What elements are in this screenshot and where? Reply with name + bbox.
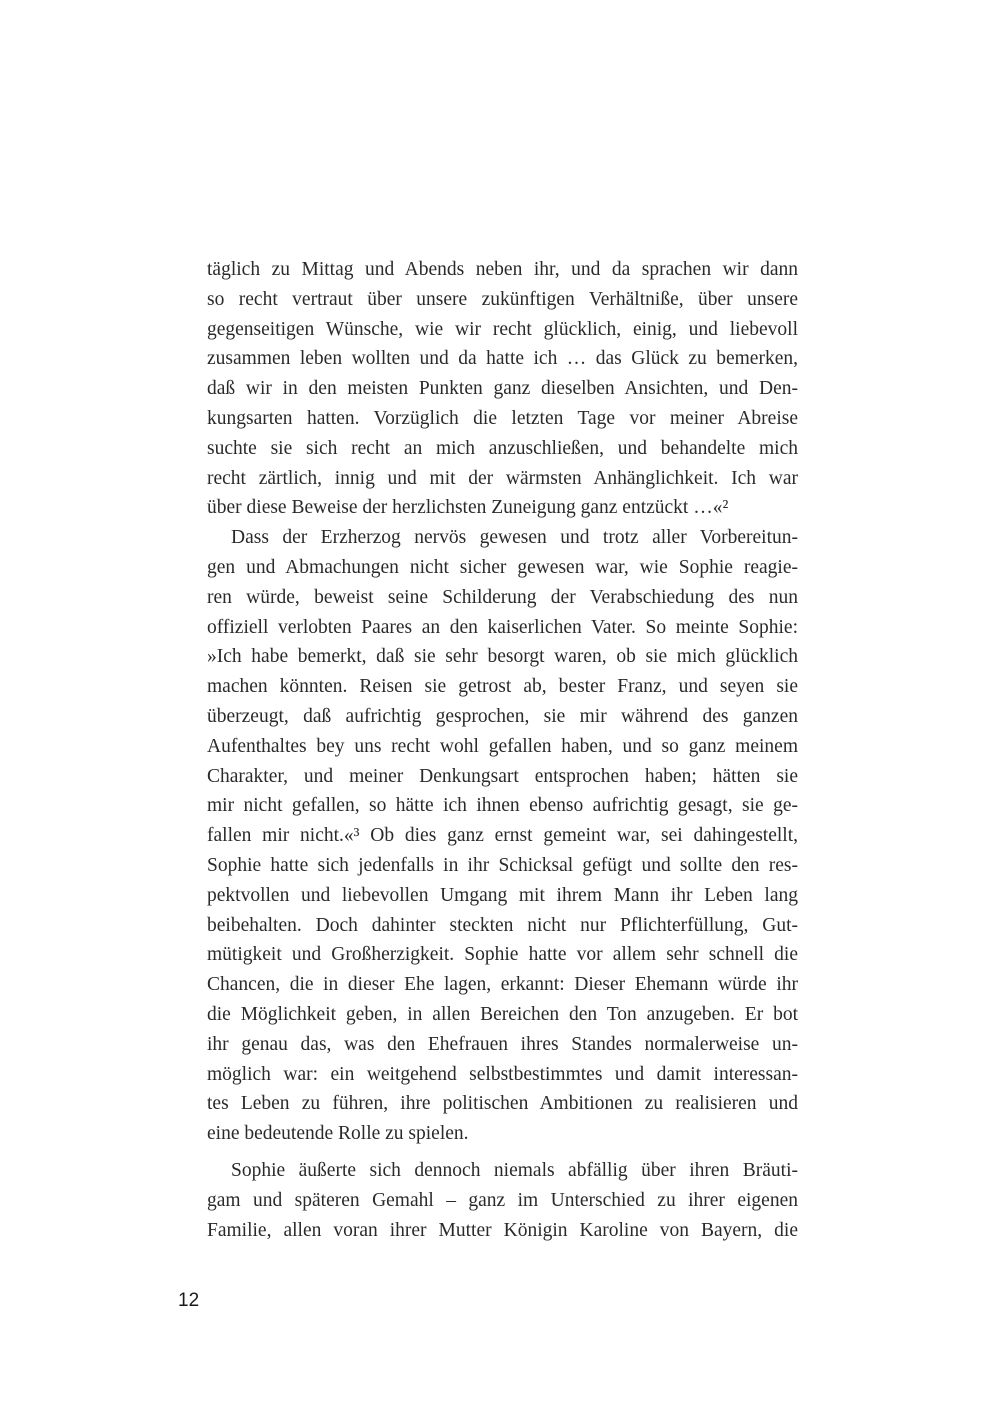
paragraph xyxy=(207,1156,798,1245)
text-line: Sophie hatte sich jedenfalls in ihr Schicksal gefügt und sollte den res- xyxy=(207,854,798,876)
text-line: Charakter, und meiner Denkungsart entsprochen haben; hätten sie xyxy=(207,765,798,787)
text-line: fallen mir nicht.«³ Ob dies ganz ernst gemeint war, sei dahingestellt, xyxy=(207,825,798,847)
text-line: mütigkeit und Großherzigkeit. Sophie hatte vor allem sehr schnell die xyxy=(207,944,798,966)
text-line: gam und späteren Gemahl – ganz im Unterschied zu ihrer eigenen xyxy=(207,1189,798,1211)
body-text xyxy=(207,255,798,1245)
text-line: gen und Abmachungen nicht sicher gewesen war, wie Sophie reagie- xyxy=(207,556,798,578)
text-line: suchte sie sich recht an mich anzuschließen, und behandelte mich xyxy=(207,437,798,459)
text-line: tes Leben zu führen, ihre politischen Ambitionen zu realisieren und xyxy=(207,1093,798,1115)
text-line: eine bedeutende Rolle zu spielen. xyxy=(207,1123,469,1145)
text-line: mir nicht gefallen, so hätte ich ihnen ebenso aufrichtig gesagt, sie ge- xyxy=(207,795,798,817)
text-line: Familie, allen voran ihrer Mutter Königin Karoline von Bayern, die xyxy=(207,1219,798,1241)
text-line: pektvollen und liebevollen Umgang mit ihrem Mann ihr Leben lang xyxy=(207,884,798,906)
text-line: ihr genau das, was den Ehefrauen ihres Standes normalerweise un- xyxy=(207,1033,798,1055)
text-line: die Möglichkeit geben, in allen Bereichen den Ton anzugeben. Er bot xyxy=(207,1003,798,1025)
text-line: Aufenthaltes bey uns recht wohl gefallen haben, und so ganz meinem xyxy=(207,735,798,757)
text-line: über diese Beweise der herzlichsten Zuneigung ganz entzückt …«² xyxy=(207,497,729,519)
text-line: beibehalten. Doch dahinter steckten nicht nur Pflichterfüllung, Gut- xyxy=(207,914,798,936)
text-line: so recht vertraut über unsere zukünftigen Verhältniße, über unsere xyxy=(207,288,798,310)
text-line: machen könnten. Reisen sie getrost ab, bester Franz, und seyen sie xyxy=(207,676,798,698)
text-line: Sophie äußerte sich dennoch niemals abfällig über ihren Bräuti- xyxy=(231,1159,798,1181)
text-line: täglich zu Mittag und Abends neben ihr, und da sprachen wir dann xyxy=(207,259,798,280)
paragraph xyxy=(207,255,798,523)
text-line: möglich war: ein weitgehend selbstbestimmtes und damit interessan- xyxy=(207,1063,798,1085)
text-line: Chancen, die in dieser Ehe lagen, erkannt: Dieser Ehemann würde ihr xyxy=(207,974,798,996)
page-number: 12 xyxy=(178,1290,200,1311)
paragraph-spacer xyxy=(207,1149,798,1156)
text-line: kungsarten hatten. Vorzüglich die letzten Tage vor meiner Abreise xyxy=(207,407,798,429)
paragraph xyxy=(207,523,798,1149)
text-line: daß wir in den meisten Punkten ganz dieselben Ansichten, und Den- xyxy=(207,378,798,400)
text-line: »Ich habe bemerkt, daß sie sehr besorgt waren, ob sie mich glücklich xyxy=(207,646,798,668)
text-line: recht zärtlich, innig und mit der wärmsten Anhänglichkeit. Ich war xyxy=(207,467,798,489)
text-line: gegenseitigen Wünsche, wie wir recht glücklich, einig, und liebevoll xyxy=(207,318,798,340)
text-line: zusammen leben wollten und da hatte ich … das Glück zu bemerken, xyxy=(207,348,798,370)
text-line: überzeugt, daß aufrichtig gesprochen, sie mir während des ganzen xyxy=(207,705,798,727)
text-line: ren würde, beweist seine Schilderung der Verabschiedung des nun xyxy=(207,586,798,608)
text-line: offiziell verlobten Paares an den kaiserlichen Vater. So meinte Sophie: xyxy=(207,616,798,638)
text-line: Dass der Erzherzog nervös gewesen und trotz aller Vorbereitun- xyxy=(231,527,798,549)
